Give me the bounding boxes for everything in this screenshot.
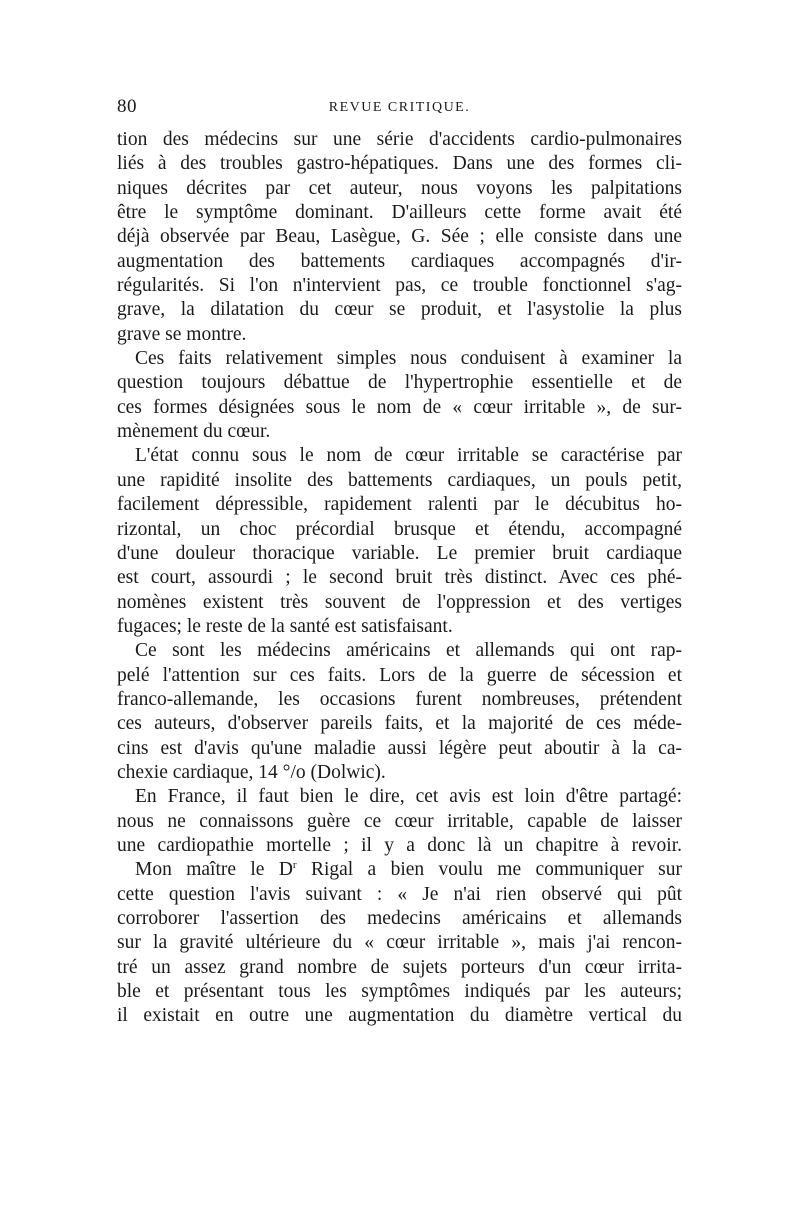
text-line: une cardiopathie mortelle ; il y a donc là un chapitre à revoir. xyxy=(117,834,682,856)
text-line: L'état connu sous le nom de cœur irritable se caractérise par xyxy=(135,445,682,467)
text-line: liés à des troubles gastro-hépatiques. Dans une des formes cli- xyxy=(117,153,682,175)
text-line: augmentation des battements cardiaques accompagnés d'ir- xyxy=(117,250,682,272)
text-line: ces formes désignées sous le nom de « cœur irritable », de sur- xyxy=(117,396,682,418)
running-title: REVUE CRITIQUE. xyxy=(328,100,471,115)
text-line: chexie cardiaque, 14 °/o (Dolwic). xyxy=(117,761,386,783)
page-header xyxy=(117,96,682,126)
text-line: sur la gravité ultérieure du « cœur irritable », mais j'ai rencon- xyxy=(117,932,682,954)
text-line: Ces faits relativement simples nous conduisent à examiner la xyxy=(135,348,682,370)
book-page xyxy=(117,96,682,1029)
text-line: une rapidité insolite des battements cardiaques, un pouls petit, xyxy=(117,469,682,491)
text-line: franco-allemande, les occasions furent nombreuses, prétendent xyxy=(117,688,682,710)
text-line: facilement dépressible, rapidement ralenti par le décubitus ho- xyxy=(117,494,682,516)
text-line: il existait en outre une augmentation du diamètre vertical du xyxy=(117,1005,682,1027)
text-line: nomènes existent très souvent de l'oppression et des vertiges xyxy=(117,591,682,613)
text-line: être le symptôme dominant. D'ailleurs cette forme avait été xyxy=(117,202,682,224)
text-line: est court, assourdi ; le second bruit très distinct. Avec ces phé- xyxy=(117,567,682,589)
text-run: Rigal a bien voulu me communiquer sur xyxy=(296,859,682,881)
text-line: régularités. Si l'on n'intervient pas, ce trouble fonctionnel s'ag- xyxy=(117,275,682,297)
text-line: Ce sont les médecins américains et allemands qui ont rap- xyxy=(135,640,682,662)
text-line: cins est d'avis qu'une maladie aussi légère peut aboutir à la ca- xyxy=(117,737,682,759)
text-line: cette question l'avis suivant : « Je n'ai rien observé qui pût xyxy=(117,883,682,905)
text-line: niques décrites par cet auteur, nous voyons les palpitations xyxy=(117,177,682,199)
text-line: rizontal, un choc précordial brusque et étendu, accompagné xyxy=(117,518,682,540)
text-line: corroborer l'assertion des medecins américains et allemands xyxy=(117,908,682,929)
text-line: nous ne connaissons guère ce cœur irritable, capable de laisser xyxy=(117,810,682,832)
text-line: fugaces; le reste de la santé est satisfaisant. xyxy=(117,615,453,637)
text-line: mènement du cœur. xyxy=(117,421,271,443)
superscript: r xyxy=(292,859,297,872)
text-line: déjà observée par Beau, Lasègue, G. Sée ; elle consiste dans une xyxy=(117,226,682,248)
text-line: tion des médecins sur une série d'accidents cardio-pulmonaires xyxy=(117,129,682,150)
text-line: grave, la dilatation du cœur se produit, et l'asystolie la plus xyxy=(117,299,682,321)
text-line: pelé l'attention sur ces faits. Lors de la guerre de sécession et xyxy=(117,664,682,686)
text-line: d'une douleur thoracique variable. Le premier bruit cardiaque xyxy=(117,542,682,564)
text-line: ble et présentant tous les symptômes indiqués par les auteurs; xyxy=(117,981,682,1003)
page-number: 80 xyxy=(117,96,137,117)
text-line: En France, il faut bien le dire, cet avis est loin d'être partagé: xyxy=(135,786,682,808)
text-run: Mon maître le D xyxy=(135,859,293,881)
text-line xyxy=(117,858,682,882)
text-line: ces auteurs, d'observer pareils faits, et la majorité de ces méde- xyxy=(117,713,682,735)
text-line: grave se montre. xyxy=(117,323,247,345)
text-line: question toujours débattue de l'hypertrophie essentielle et de xyxy=(117,372,682,394)
body-text xyxy=(117,128,682,1029)
text-line: tré un assez grand nombre de sujets porteurs d'un cœur irrita- xyxy=(117,956,682,978)
